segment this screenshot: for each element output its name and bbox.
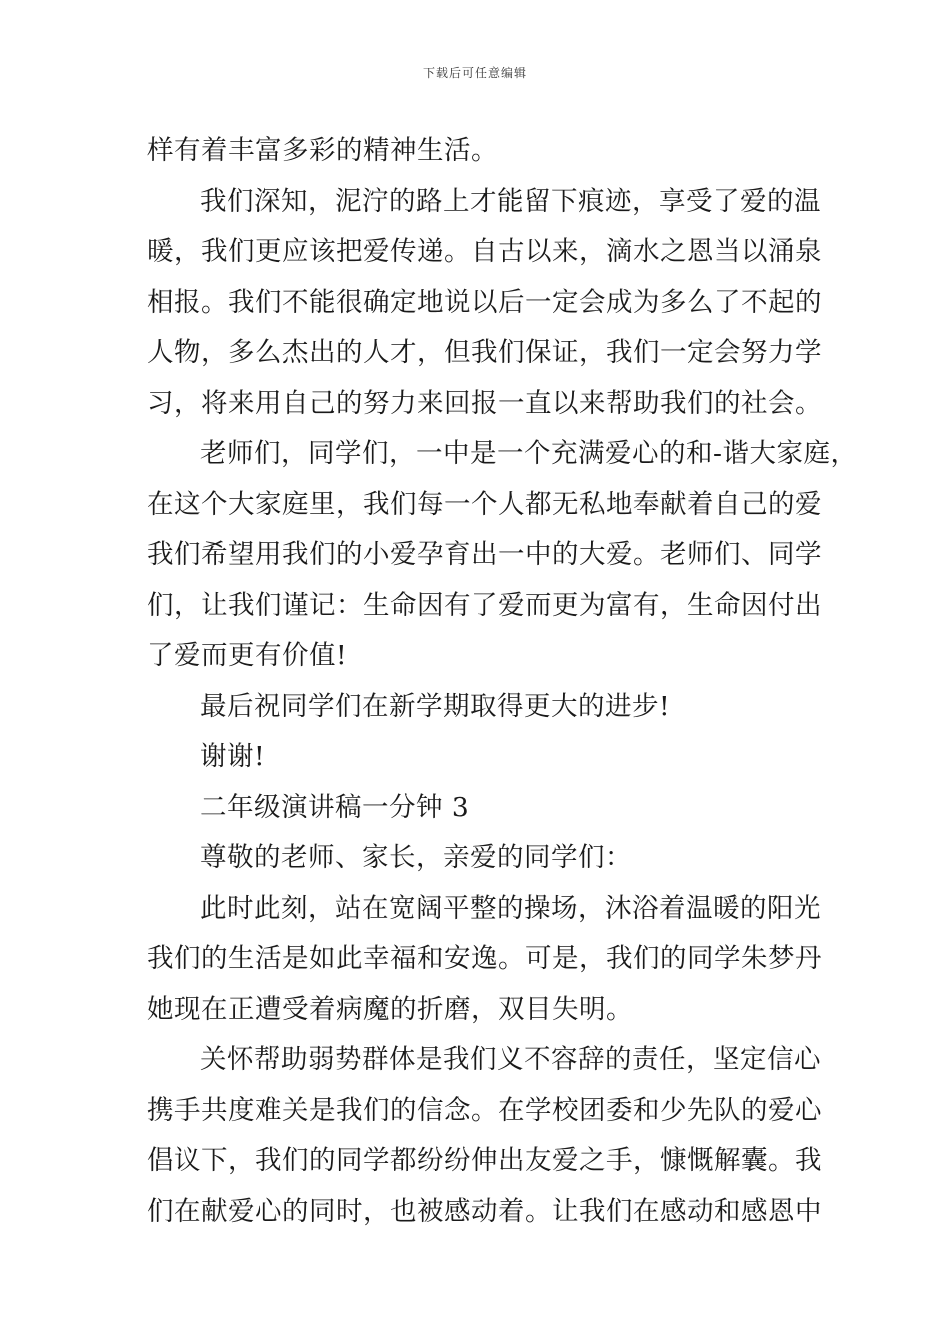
text-line: 暖，我们更应该把爱传递。自古以来，滴水之恩当以涌泉 [147, 236, 822, 267]
text-line: 老师们，同学们，一中是一个充满爱心的和-谐大家庭， [200, 438, 858, 469]
text-line: 们，让我们谨记：生命因有了爱而更为富有，生命因付出 [147, 589, 822, 621]
text-line: 们在献爱心的同时，也被感动着。让我们在感动和感恩中 [147, 1195, 822, 1227]
text-line: 她现在正遭受着病魔的折磨，双目失明。 [147, 993, 633, 1025]
text-line: 在这个大家庭里，我们每一个人都无私地奉献着自己的爱 [147, 488, 822, 520]
document-body [147, 126, 858, 1237]
text-line: 尊敬的老师、家长，亲爱的同学们： [200, 842, 632, 873]
text-line: 样有着丰富多彩的精神生活。 [147, 135, 498, 166]
text-line: 我们深知，泥泞的路上才能留下痕迹，享受了爱的温 [200, 185, 821, 217]
text-line: 相报。我们不能很确定地说以后一定会成为多么了不起的 [147, 286, 822, 318]
text-line: 了爱而更有价值! [147, 640, 348, 671]
text-line: 人物，多么杰出的人才，但我们保证，我们一定会努力学 [147, 337, 822, 368]
text-line: 我们希望用我们的小爱孕育出一中的大爱。老师们、同学 [147, 539, 822, 570]
text-line: 习，将来用自己的努力来回报一直以来帮助我们的社会。 [147, 387, 822, 419]
text-line: 倡议下，我们的同学都纷纷伸出友爱之手，慷慨解囊。我 [147, 1145, 822, 1176]
text-line: 携手共度难关是我们的信念。在学校团委和少先队的爱心 [147, 1094, 822, 1126]
text-line: 谢谢! [200, 741, 266, 772]
page-header: 下载后可任意编辑 [422, 66, 527, 80]
text-line: 此时此刻，站在宽阔平整的操场，沐浴着温暖的阳光 [200, 892, 821, 924]
section-title: 二年级演讲稿一分钟 3 [200, 791, 470, 823]
text-line: 关怀帮助弱势群体是我们义不容辞的责任，坚定信心 [200, 1044, 821, 1075]
text-line: 我们的生活是如此幸福和安逸。可是，我们的同学朱梦丹 [147, 943, 822, 974]
text-line: 最后祝同学们在新学期取得更大的进步! [200, 690, 671, 722]
